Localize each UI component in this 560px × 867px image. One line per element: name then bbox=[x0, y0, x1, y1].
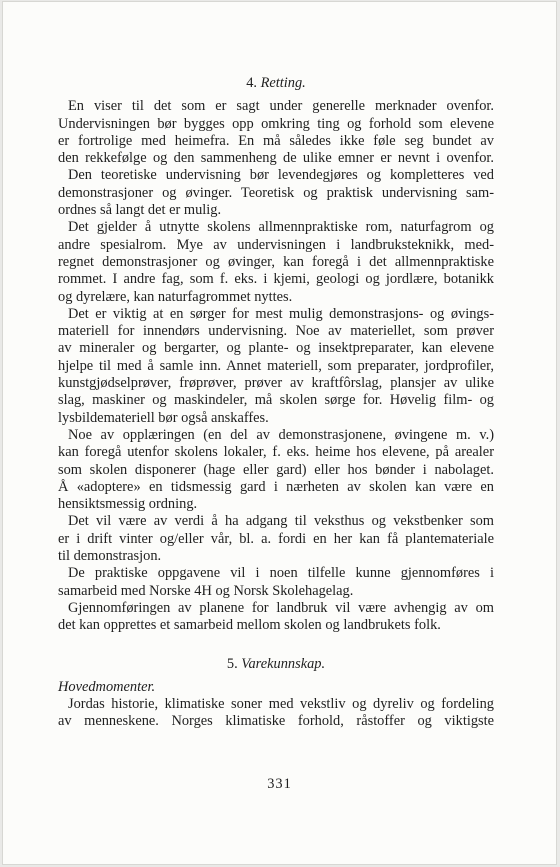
text-line: av mineraler og bergarter, og plante- og insektpreparater, kan elevene bbox=[58, 340, 494, 357]
book-page bbox=[3, 2, 556, 864]
section-5-title: Varekunnskap. bbox=[241, 655, 326, 672]
text-line: Jordas historie, klimatiske soner med vekstliv og dyreliv og fordeling bbox=[68, 696, 494, 713]
text-line: det kan opprettes et samarbeid mellom skolen og landbrukets folk. bbox=[58, 617, 441, 634]
section-4-number: 4. bbox=[246, 75, 257, 91]
text-line: rommet. I andre fag, som f. eks. i kjemi, geologi og jordlære, botanikk bbox=[58, 271, 494, 288]
text-line: Å «adoptere» en tidsmessig gard i nærheten av skolen kan være en bbox=[58, 478, 494, 495]
text-line: hjelpe til med å samle inn. Annet materiell, som preparater, jordprofiler, bbox=[58, 357, 494, 374]
text-line: Det vil være av verdi å ha adgang til veksthus og vekstbenker som bbox=[68, 513, 494, 530]
section-5-number: 5. bbox=[226, 655, 238, 672]
text-line: Noe av opplæringen (en del av demonstrasjonene, øvingene m. v.) bbox=[68, 426, 494, 443]
text-line: Det gjelder å utnytte skolens allmennpraktiske rom, naturfagrom og bbox=[68, 219, 494, 236]
text-line: andre spesialrom. Mye av undervisningen i landbruksteknikk, med- bbox=[58, 236, 494, 253]
text-line: av menneskene. Norges klimatiske forhold, råstoffer og viktigste bbox=[58, 713, 494, 730]
spacer bbox=[58, 635, 494, 653]
text-line: En viser til det som er sagt under generelle merknader ovenfor. bbox=[68, 98, 494, 115]
text-line: er fortrolige med heimefra. En må således ikke føle seg bundet av bbox=[58, 132, 494, 149]
page-number: 331 bbox=[267, 776, 292, 792]
text-line: samarbeid med Norske 4H og Norsk Skolehagelag. bbox=[58, 582, 354, 599]
section-4-body bbox=[58, 98, 494, 634]
text-line: ordnes så langt det er mulig. bbox=[58, 202, 222, 219]
text-line: som skolen disponerer (hage eller gard) eller hos bønder i nabolaget. bbox=[58, 461, 494, 478]
text-line: Gjennomføringen av planene for landbruk vil være avhengig av om bbox=[68, 599, 494, 616]
text-line: Det er viktig at en sørger for mest mulig demonstrasjons- og øvings- bbox=[68, 305, 494, 322]
text-line: Den teoretiske undervisning bør levendegjøres og kompletteres ved bbox=[68, 167, 494, 184]
text-line: slag, maskiner og maskindeler, må skolen sørge for. Høvelig film- og bbox=[58, 392, 494, 409]
text-line: og dyrelære, kan naturfagrommet nyttes. bbox=[58, 288, 293, 305]
text-line: materiell for innendørs undervisning. Noe av materiellet, som prøver bbox=[58, 323, 494, 340]
text-line: regnet demonstrasjoner og øvinger, kan foregå i det allmennpraktiske bbox=[58, 253, 494, 270]
section-4-title: Retting. bbox=[260, 75, 306, 91]
text-line: hensiktsmessig ordning. bbox=[58, 496, 198, 513]
text-line: til demonstrasjon. bbox=[58, 548, 162, 565]
text-line: kan foregå utenfor skolens lokaler, f. eks. heime hos elevene, på arealer bbox=[58, 444, 494, 461]
section-4-heading bbox=[58, 75, 494, 92]
text-line: lysbildemateriell bør også anskaffes. bbox=[58, 409, 269, 426]
text-line: den rekkefølge og den sammenheng de ulike emner er nevnt i ovenfor. bbox=[58, 150, 494, 167]
text-line: demonstrasjoner og øvinger. Teoretisk og praktisk undervisning sam- bbox=[58, 184, 494, 201]
section-5-body bbox=[58, 696, 494, 731]
text-line: er i drift vinter og/eller vår, bl. a. fordi en her kan få plantemateriale bbox=[58, 530, 494, 547]
section-5-subheading: Hovedmomenter. bbox=[58, 678, 156, 695]
text-line: kunstgjødselprøver, frøprøver, prøver av kraftfôrslag, plansjer av ulike bbox=[58, 375, 494, 392]
text-line: Undervisningen bør bygges opp omkring ting og forhold som elevene bbox=[58, 115, 494, 132]
section-5-heading bbox=[58, 656, 494, 673]
page-content bbox=[58, 72, 494, 731]
text-line: De praktiske oppgavene vil i noen tilfelle kunne gjennomføres i bbox=[68, 565, 494, 582]
